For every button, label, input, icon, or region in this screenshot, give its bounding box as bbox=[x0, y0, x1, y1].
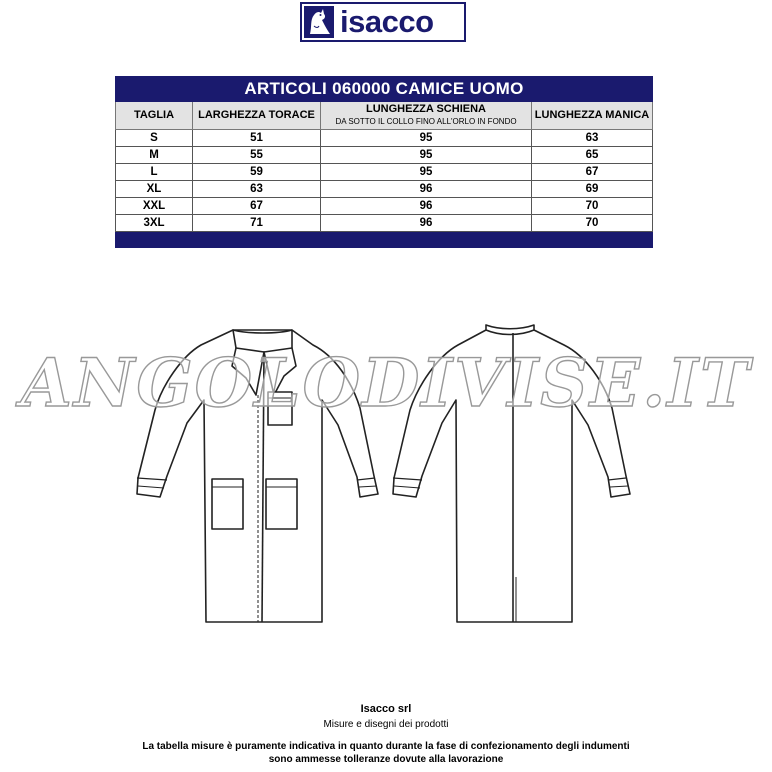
cell-size: M bbox=[116, 147, 193, 164]
cell-chest: 55 bbox=[193, 147, 321, 164]
disclaimer-line-1: La tabella misure è puramente indicativa in quanto durante la fase di confezionamento degli indumenti bbox=[142, 741, 630, 752]
disclaimer-line-2: sono ammesse tolleranze dovute alla lavorazione bbox=[268, 754, 504, 765]
cell-back: 96 bbox=[321, 181, 532, 198]
table-title: ARTICOLI 060000 CAMICE UOMO bbox=[116, 77, 653, 102]
cell-chest: 63 bbox=[193, 181, 321, 198]
cell-size: S bbox=[116, 130, 193, 147]
size-table bbox=[115, 76, 653, 248]
company-name: Isacco srl bbox=[360, 703, 412, 715]
cell-chest: 67 bbox=[193, 198, 321, 215]
cell-sleeve: 70 bbox=[532, 215, 653, 232]
col-header-size: TAGLIA bbox=[116, 102, 193, 130]
cell-back: 95 bbox=[321, 164, 532, 181]
garment-drawings bbox=[0, 300, 772, 640]
col-header-back-label: LUNGHEZZA SCHIENA bbox=[366, 103, 486, 115]
table-row bbox=[116, 130, 653, 147]
brand-name: isacco bbox=[340, 4, 434, 39]
table-row bbox=[116, 181, 653, 198]
cell-chest: 51 bbox=[193, 130, 321, 147]
table-row bbox=[116, 215, 653, 232]
cell-sleeve: 65 bbox=[532, 147, 653, 164]
table-row bbox=[116, 198, 653, 215]
cell-chest: 71 bbox=[193, 215, 321, 232]
cell-back: 96 bbox=[321, 215, 532, 232]
brand-logo bbox=[300, 2, 466, 42]
col-header-back-note: DA SOTTO IL COLLO FINO ALL'ORLO IN FONDO bbox=[335, 117, 517, 126]
col-header-chest: LARGHEZZA TORACE bbox=[193, 102, 321, 130]
cell-sleeve: 63 bbox=[532, 130, 653, 147]
cell-size: 3XL bbox=[116, 215, 193, 232]
table-footer-bar bbox=[116, 232, 653, 248]
cell-size: XXL bbox=[116, 198, 193, 215]
table-row bbox=[116, 164, 653, 181]
col-header-sleeve: LUNGHEZZA MANICA bbox=[532, 102, 653, 130]
kangaroo-logo-icon bbox=[304, 6, 334, 38]
table-row bbox=[116, 147, 653, 164]
cell-sleeve: 69 bbox=[532, 181, 653, 198]
watermark-text: ANGOLODIVISE.IT bbox=[20, 344, 752, 422]
cell-size: L bbox=[116, 164, 193, 181]
cell-sleeve: 67 bbox=[532, 164, 653, 181]
cell-size: XL bbox=[116, 181, 193, 198]
col-header-back bbox=[321, 102, 532, 130]
cell-sleeve: 70 bbox=[532, 198, 653, 215]
footer bbox=[0, 703, 772, 766]
cell-back: 95 bbox=[321, 130, 532, 147]
cell-back: 95 bbox=[321, 147, 532, 164]
cell-back: 96 bbox=[321, 198, 532, 215]
cell-chest: 59 bbox=[193, 164, 321, 181]
footer-subtitle: Misure e disegni dei prodotti bbox=[323, 719, 449, 730]
